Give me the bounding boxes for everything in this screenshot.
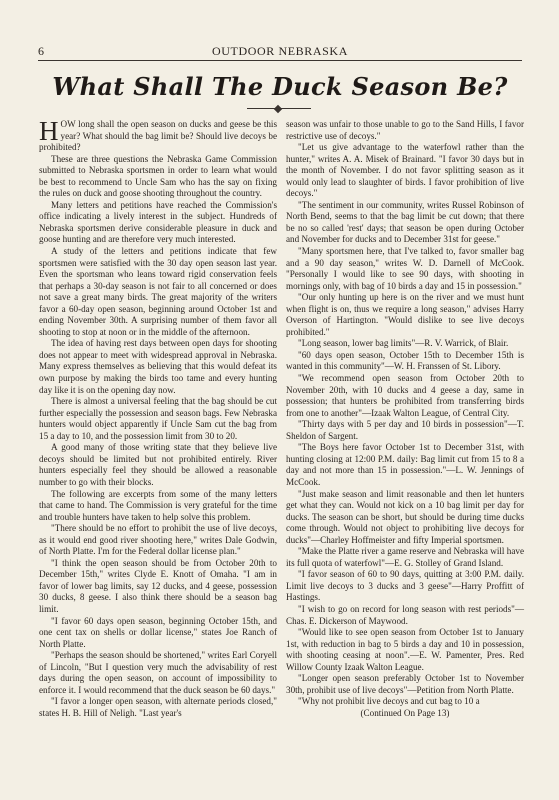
page-number: 6	[38, 44, 45, 58]
article-paragraph: "Long season, lower bag limits"—R. V. Warrick, of Blair.	[298, 338, 509, 349]
article-paragraph: "Why not prohibit live decoys and cut bag to 10 a	[298, 696, 480, 707]
article-paragraph: "I favor a longer open season, with alternate periods closed," states H. B. Hill of Neligh. "Last year's	[39, 696, 277, 718]
article-paragraph: "I favor 60 days open season, beginning October 15th, and one cent tax on shells or dollar license," states Joe Ranch of North Platte.	[39, 615, 277, 649]
article-paragraph: The following are excerpts from some of the many letters that came to hand. The Commission is very grateful for the time and trouble hunters have taken to help solve this problem.	[39, 488, 277, 522]
article-paragraph: "The Boys here favor October 1st to December 31st, with hunting closing at 12:00 P.M. daily: Bag limit cut from 15 to 8 a day and not more than 15 in possession."—L. W. Jennings of McCook.	[286, 442, 524, 487]
article-paragraph: "I think the open season should be from October 20th to December 15th," writes Clyde E. Knott of Omaha. "I am in favor of lower bag limits, say 12 ducks, and 4 geese, possession 30 ducks, 8 geese. I also think there should be a season bag limit.	[39, 557, 277, 614]
title-ornament	[247, 106, 311, 112]
article-paragraph: "Let us give advantage to the waterfowl rather than the hunter," writes A. A. Misek of Brainard. "I favor 30 days but in the month of November. I do not favor splitting season as it would only lead to slaughter of birds. I favor prohibition of live decoys."	[286, 142, 524, 199]
article-title: What Shall The Duck Season Be?	[52, 72, 508, 101]
continued-note: (Continued On Page 13)	[360, 707, 450, 718]
article-paragraph: "There should be no effort to prohibit the use of live decoys, as it would end good river shooting here," writes Dale Godwin, of North Platte. I'm for the Federal dollar license plan."	[39, 523, 277, 557]
article-paragraph: The idea of having rest days between open days for shooting does not appear to meet with widespread approval in Nebraska. Many express themselves as believing that this would defeat its own purpose by making the birds too tame and every hunting day like it is on the opening day now.	[39, 338, 277, 395]
header-rule	[38, 60, 522, 61]
article-paragraph: "Many sportsmen here, that I've talked to, favor smaller bag and a 90 day season," writes W. D. Darnell of McCook. "Personally I would like to see 90 days, with shooting in mornings only, with bag of 10 birds a day and 15 in possession."	[286, 246, 524, 291]
drop-cap: H	[39, 116, 59, 146]
article-paragraph: There is almost a universal feeling that the bag should be cut further especially the possession and season bags. Few Nebraska hunters would object apparently if Uncle Sam cut the bag from 15 a day to 10, and the possession limit from 30 to 20.	[39, 396, 277, 441]
magazine-title: OUTDOOR NEBRASKA	[212, 44, 348, 58]
article-paragraph: "Perhaps the season should be shortened," writes Earl Coryell of Lincoln, "But I question very much the advisability of rest days during the open season, on account of impossibility to enforce it. I would recommend that the duck season be 60 days."	[39, 650, 277, 695]
article-paragraph: season was unfair to those unable to go to the Sand Hills, I favor restrictive use of decoys."	[286, 119, 524, 141]
right-column	[286, 119, 524, 719]
article-paragraph: "Longer open season preferably October 1st to November 30th, prohibit use of live decoys"—Petition from North Platte.	[286, 673, 524, 695]
article-paragraph: "Thirty days with 5 per day and 10 birds in possession"—T. Sheldon of Sargent.	[286, 419, 524, 441]
page-header	[38, 44, 522, 60]
article-paragraph: "I favor season of 60 to 90 days, quitting at 3:00 P.M. daily. Limit live decoys to 3 ducks and 3 geese"—Harry Proffitt of Hastings.	[286, 569, 524, 603]
article-paragraph: HOW long shall the open season on ducks and geese be this year? What should the bag limit be? Should live decoys be prohibited?	[39, 116, 277, 153]
article-paragraph: These are three questions the Nebraska Game Commission submitted to Nebraska sportsmen in order to learn what would be best to recommend to Uncle Sam who has the say on fixing the rules on duck and goose shooting throughout the country.	[39, 153, 277, 199]
article-paragraph: "The sentiment in our community, writes Russel Robinson of North Bend, seems to that the bag limit be cut down; that there be no so called 'rest' days; that season be open during October and November for ducks and to December 31st for geese."	[286, 199, 524, 245]
article-paragraph: "Make the Platte river a game reserve and Nebraska will have its full quota of waterfowl"—E. G. Stolley of Grand Island.	[286, 546, 524, 568]
article-paragraph: Many letters and petitions have reached the Commission's office indicating a lively interest in the subject. Hundreds of Nebraska sportsmen derive considerable pleasure in duck and goose hunting and are therefore very much interested.	[39, 199, 277, 245]
article-paragraph: A study of the letters and petitions indicate that few sportsmen were satisfied with the 30 day open season last year. Even the sportsman who leans toward rigid conservation feels that perhaps a 30-day season is not fair to all concerned or does not save a great many birds. The great majority of the writers favor a 60-day open season, beginning around October 1st and ending November 30th. A surprising number of them favor all shooting to stop at noon or in the middle of the afternoon.	[39, 246, 277, 337]
article-paragraph: "Our only hunting up here is on the river and we must hunt when flight is on, thus we require a long season," advises Harry Overson of Hartington. "Would dislike to see live decoys prohibited."	[286, 292, 524, 337]
article-paragraph: "I wish to go on record for long season with rest periods"—Chas. E. Dickerson of Maywood.	[286, 603, 524, 626]
article-paragraph: "We recommend open season from October 20th to November 20th, with 10 ducks and 4 geese a day, same in possession; that hunters be prohibited from transferring birds from one to another"—Izaak Walton League, of Central City.	[286, 373, 524, 418]
article-paragraph: "Would like to see open season from October 1st to January 1st, with reduction in bag to 5 birds a day and 10 in possession, with shooting ceasing at noon".—E. W. Pamenter, Pres. Red Willow County Izaak Walton League.	[286, 627, 524, 672]
left-column	[39, 116, 277, 719]
article-paragraph: A good many of those writing state that they believe live decoys should be limited but not prohibited entirely. River hunters especially feel they should be allowed a reasonable number to go with their blocks.	[39, 442, 277, 487]
article-paragraph: "Just make season and limit reasonable and then let hunters get what they can. Would not kick on a 10 bag limit per day for ducks. The season can be short, but should be during time ducks come through. Would not object to prohibiting live decoys for ducks"—Charley Hoffmeister and fifty Imperial sportsmen.	[286, 488, 524, 545]
article-paragraph: "60 days open season, October 15th to December 15th is wanted in this community"—W. H. Franssen of St. Libory.	[286, 349, 524, 372]
